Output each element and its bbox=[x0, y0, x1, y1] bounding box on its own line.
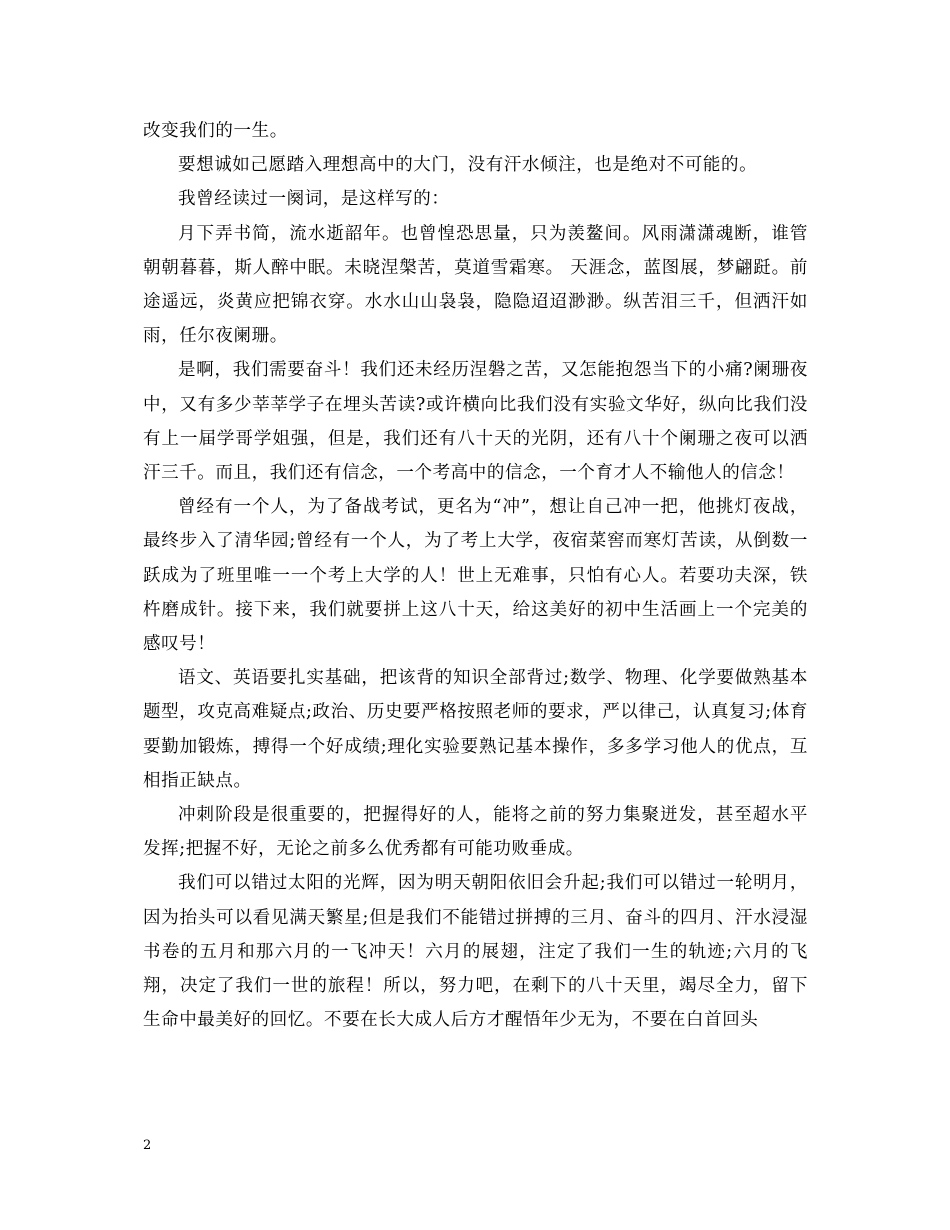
page-number: 2 bbox=[143, 1138, 152, 1153]
paragraph: 语文、英语要扎实基础，把该背的知识全部背过;数学、物理、化学要做熟基本题型，攻克高难疑点;政治、历史要严格按照老师的要求，严以律己，认真复习;体育要勤加锻炼，搏得一个好成绩;理化实验要熟记基本操作，多多学习他人的优点，互相指正缺点。 bbox=[143, 668, 808, 791]
paragraph: 我曾经读过一阕词，是这样写的： bbox=[178, 189, 450, 210]
paragraph: 改变我们的一生。 bbox=[143, 121, 288, 141]
paragraph: 要想诚如己愿踏入理想高中的大门，没有汗水倾注，也是绝对不可能的。 bbox=[178, 155, 758, 176]
document-body bbox=[143, 114, 808, 1037]
paragraph: 冲刺阶段是很重要的，把握得好的人，能将之前的努力集聚迸发，甚至超水平发挥;把握不好，无论之前多么优秀都有可能功败垂成。 bbox=[143, 805, 808, 860]
paragraph: 是啊，我们需要奋斗！我们还未经历涅磐之苦，又怎能抱怨当下的小痛?阑珊夜中，又有多少莘莘学子在埋头苦读?或许横向比我们没有实验文华好，纵向比我们没有上一届学哥学姐强，但是，我们还有八十天的光阴，还有八十个阑珊之夜可以洒汗三千。而且，我们还有信念，一个考高中的信念，一个育才人不输他人的信念！ bbox=[143, 360, 808, 484]
paragraph: 我们可以错过太阳的光辉，因为明天朝阳依旧会升起;我们可以错过一轮明月，因为抬头可以看见满天繁星;但是我们不能错过拼搏的三月、奋斗的四月、汗水浸湿书卷的五月和那六月的一飞冲天！六月的展翅，注定了我们一生的轨迹;六月的飞翔，决定了我们一世的旅程！所以，努力吧，在剩下的八十天里，竭尽全力，留下生命中最美好的回忆。不要在长大成人后方才醒悟年少无为，不要在白首回头 bbox=[143, 873, 808, 1031]
paragraph: 曾经有一个人，为了备战考试，更名为“冲”，想让自己冲一把，他挑灯夜战，最终步入了清华园;曾经有一个人，为了考上大学，夜宿菜窖而寒灯苦读，从倒数一跃成为了班里唯一一个考上大学的人！世上无难事，只怕有心人。若要功夫深，铁杵磨成针。接下来，我们就要拼上这八十天，给这美好的初中生活画上一个完美的感叹号！ bbox=[143, 497, 808, 655]
poem-paragraph: 月下弄书简，流水逝韶年。也曾惶恐思量，只为羡鳌间。风雨潇潇魂断，谁管朝朝暮暮，斯人醉中眠。未晓涅槃苦，莫道雪霜寒。 天涯念，蓝图展，梦翩跹。前途遥远，炎黄应把锦衣穿。水水山山袅袅，隐隐迢迢渺渺。纵苦泪三千，但洒汗如雨，任尔夜阑珊。 bbox=[143, 223, 808, 347]
